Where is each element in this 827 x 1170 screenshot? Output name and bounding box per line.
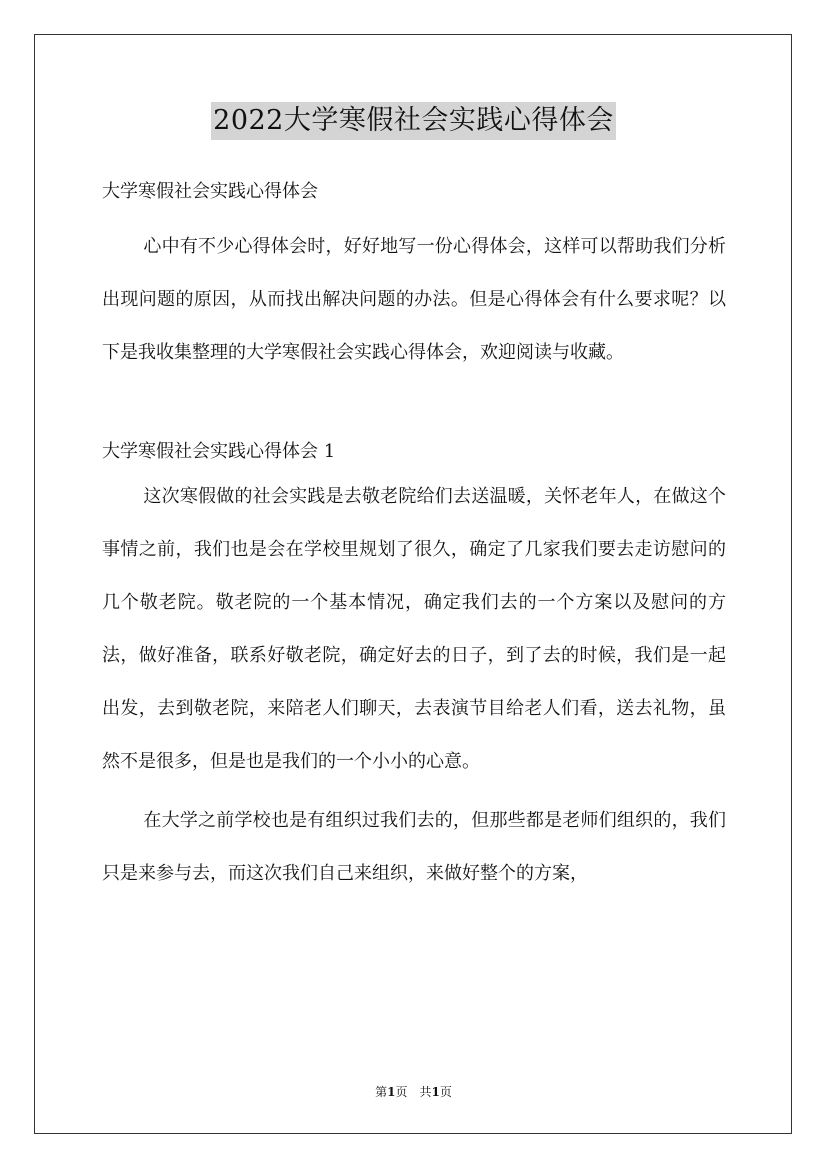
section-heading-intro: 大学寒假社会实践心得体会 — [102, 181, 318, 202]
section-heading-1: 大学寒假社会实践心得体会 1 — [102, 441, 336, 462]
footer-page-total: 1 — [431, 1085, 440, 1099]
footer-page-prefix: 第 — [375, 1085, 388, 1099]
footer-page-current: 1 — [387, 1085, 396, 1099]
footer-page-mid: 页 共 — [395, 1085, 432, 1099]
document-title — [0, 102, 827, 140]
paragraph-intro: 心中有不少心得体会时，好好地写一份心得体会，这样可以帮助我们分析出现问题的原因，从而找出解决问题的办法。但是心得体会有什么要求呢？以下是我收集整理的大学寒假社会实践心得体会，欢迎阅读与收藏。 — [102, 236, 726, 363]
paragraph-section-1-cont: 在大学之前学校也是有组织过我们去的，但那些都是老师们组织的，我们只是来参与去，而这次我们自己来组织，来做好整个的方案， — [102, 810, 726, 884]
document-body — [102, 174, 726, 900]
page-footer — [0, 1083, 827, 1101]
paragraph-section-1: 这次寒假做的社会实践是去敬老院给们去送温暖，关怀老年人，在做这个事情之前，我们也是会在学校里规划了很久，确定了几家我们要去走访慰问的几个敬老院。敬老院的一个基本情况，确定我们去的一个方案以及慰问的方法，做好准备，联系好敬老院，确定好去的日子，到了去的时候，我们是一起出发，去到敬老院，来陪老人们聊天，去表演节目给老人们看，送去礼物，虽然不是很多，但是也是我们的一个小小的心意。 — [102, 486, 726, 772]
footer-page-suffix: 页 — [439, 1085, 452, 1099]
document-title-text: 2022大学寒假社会实践心得体会 — [211, 102, 616, 140]
spacer — [102, 379, 726, 434]
